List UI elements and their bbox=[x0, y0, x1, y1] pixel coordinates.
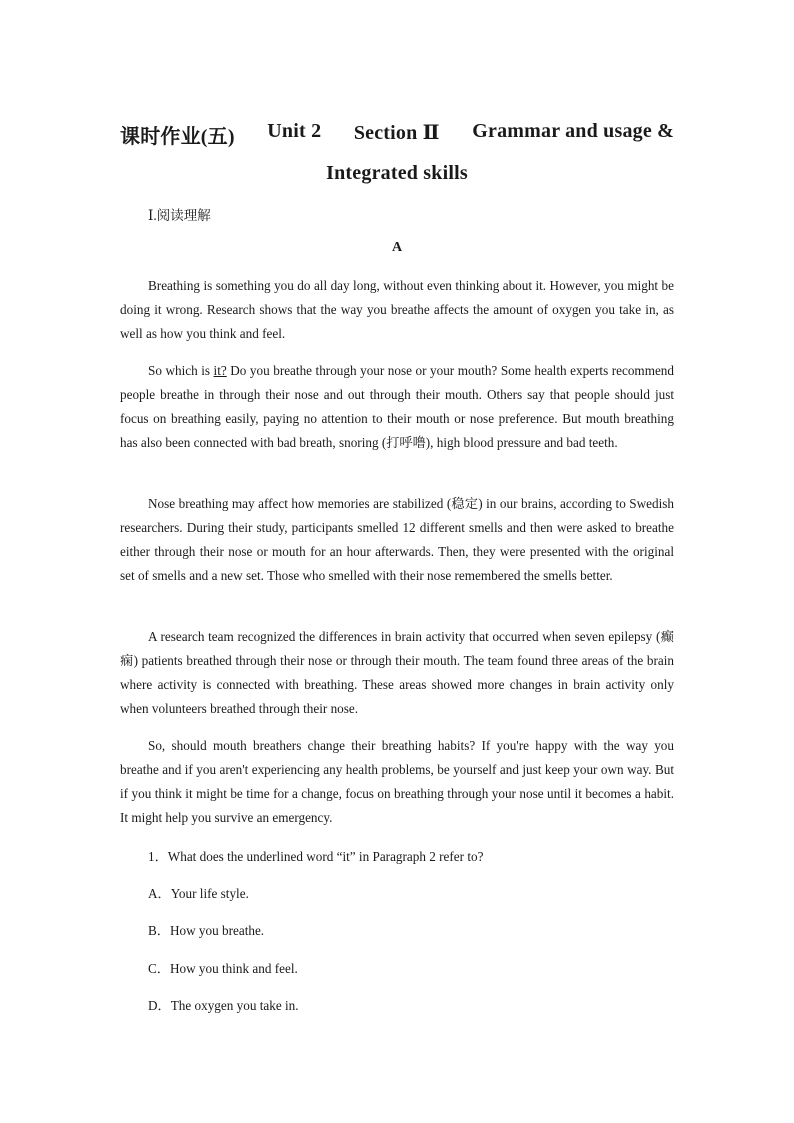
page-title bbox=[120, 120, 674, 149]
passage-label: A bbox=[391, 240, 403, 255]
paragraph-4: A research team recognized the differences in brain activity that occurred when seven epilepsy (癫痫) patients breathed through their nose or through their mouth. The team found three areas of the brain where activity is connected with breathing. These areas showed more changes in brain activity only when volunteers breathed through their nose. bbox=[120, 629, 674, 716]
option-b: B．How you breathe. bbox=[148, 923, 265, 938]
page-title-line2: Integrated skills bbox=[326, 162, 468, 184]
title-topic: Grammar and usage & bbox=[472, 120, 674, 142]
paragraph-2-rest: Do you breathe through your nose or your mouth? Some health experts recommend people breathe in through their nose and out through their mouth. Others say that people should just focus on breathing easily, paying no attention to their mouth or nose preference. But mouth breathing has also been connected with bad breath, snoring (打呼噜), high blood pressure and bad teeth. bbox=[120, 363, 674, 450]
option-c: C．How you think and feel. bbox=[148, 961, 298, 976]
paragraph-2 bbox=[120, 359, 674, 455]
option-d: D．The oxygen you take in. bbox=[148, 998, 299, 1013]
question-1-stem: 1．What does the underlined word “it” in Paragraph 2 refer to? bbox=[148, 849, 484, 864]
title-assignment: 课时作业(五) bbox=[120, 126, 235, 148]
option-a: A．Your life style. bbox=[148, 886, 249, 901]
paragraph-2-lead: So which is bbox=[148, 363, 214, 378]
paragraph-3: Nose breathing may affect how memories are stabilized (稳定) in our brains, according to Swedish researchers. During their study, participants smelled 12 different smells and then were asked to breathe either through their nose or mouth for an hour afterwards. Then, they were presented with the original set of smells and a new set. Those who smelled with their nose remembered the smells better. bbox=[120, 496, 674, 583]
title-unit: Unit 2 bbox=[267, 120, 322, 142]
section-heading: Ⅰ.阅读理解 bbox=[148, 208, 211, 223]
paragraph-1: Breathing is something you do all day long, without even thinking about it. However, you might be doing it wrong. Research shows that the way you breathe affects the amount of oxygen you take in, as well as how you think and feel. bbox=[120, 278, 674, 341]
underlined-word: it? bbox=[213, 363, 227, 378]
paragraph-5: So, should mouth breathers change their breathing habits? If you're happy with the way you breathe and if you aren't experiencing any health problems, be yourself and just keep your own way. But if you think it might be time for a change, focus on breathing through your nose until it becomes a habit. It might help you survive an emergency. bbox=[120, 738, 674, 825]
title-section: Section Ⅱ bbox=[353, 122, 440, 144]
